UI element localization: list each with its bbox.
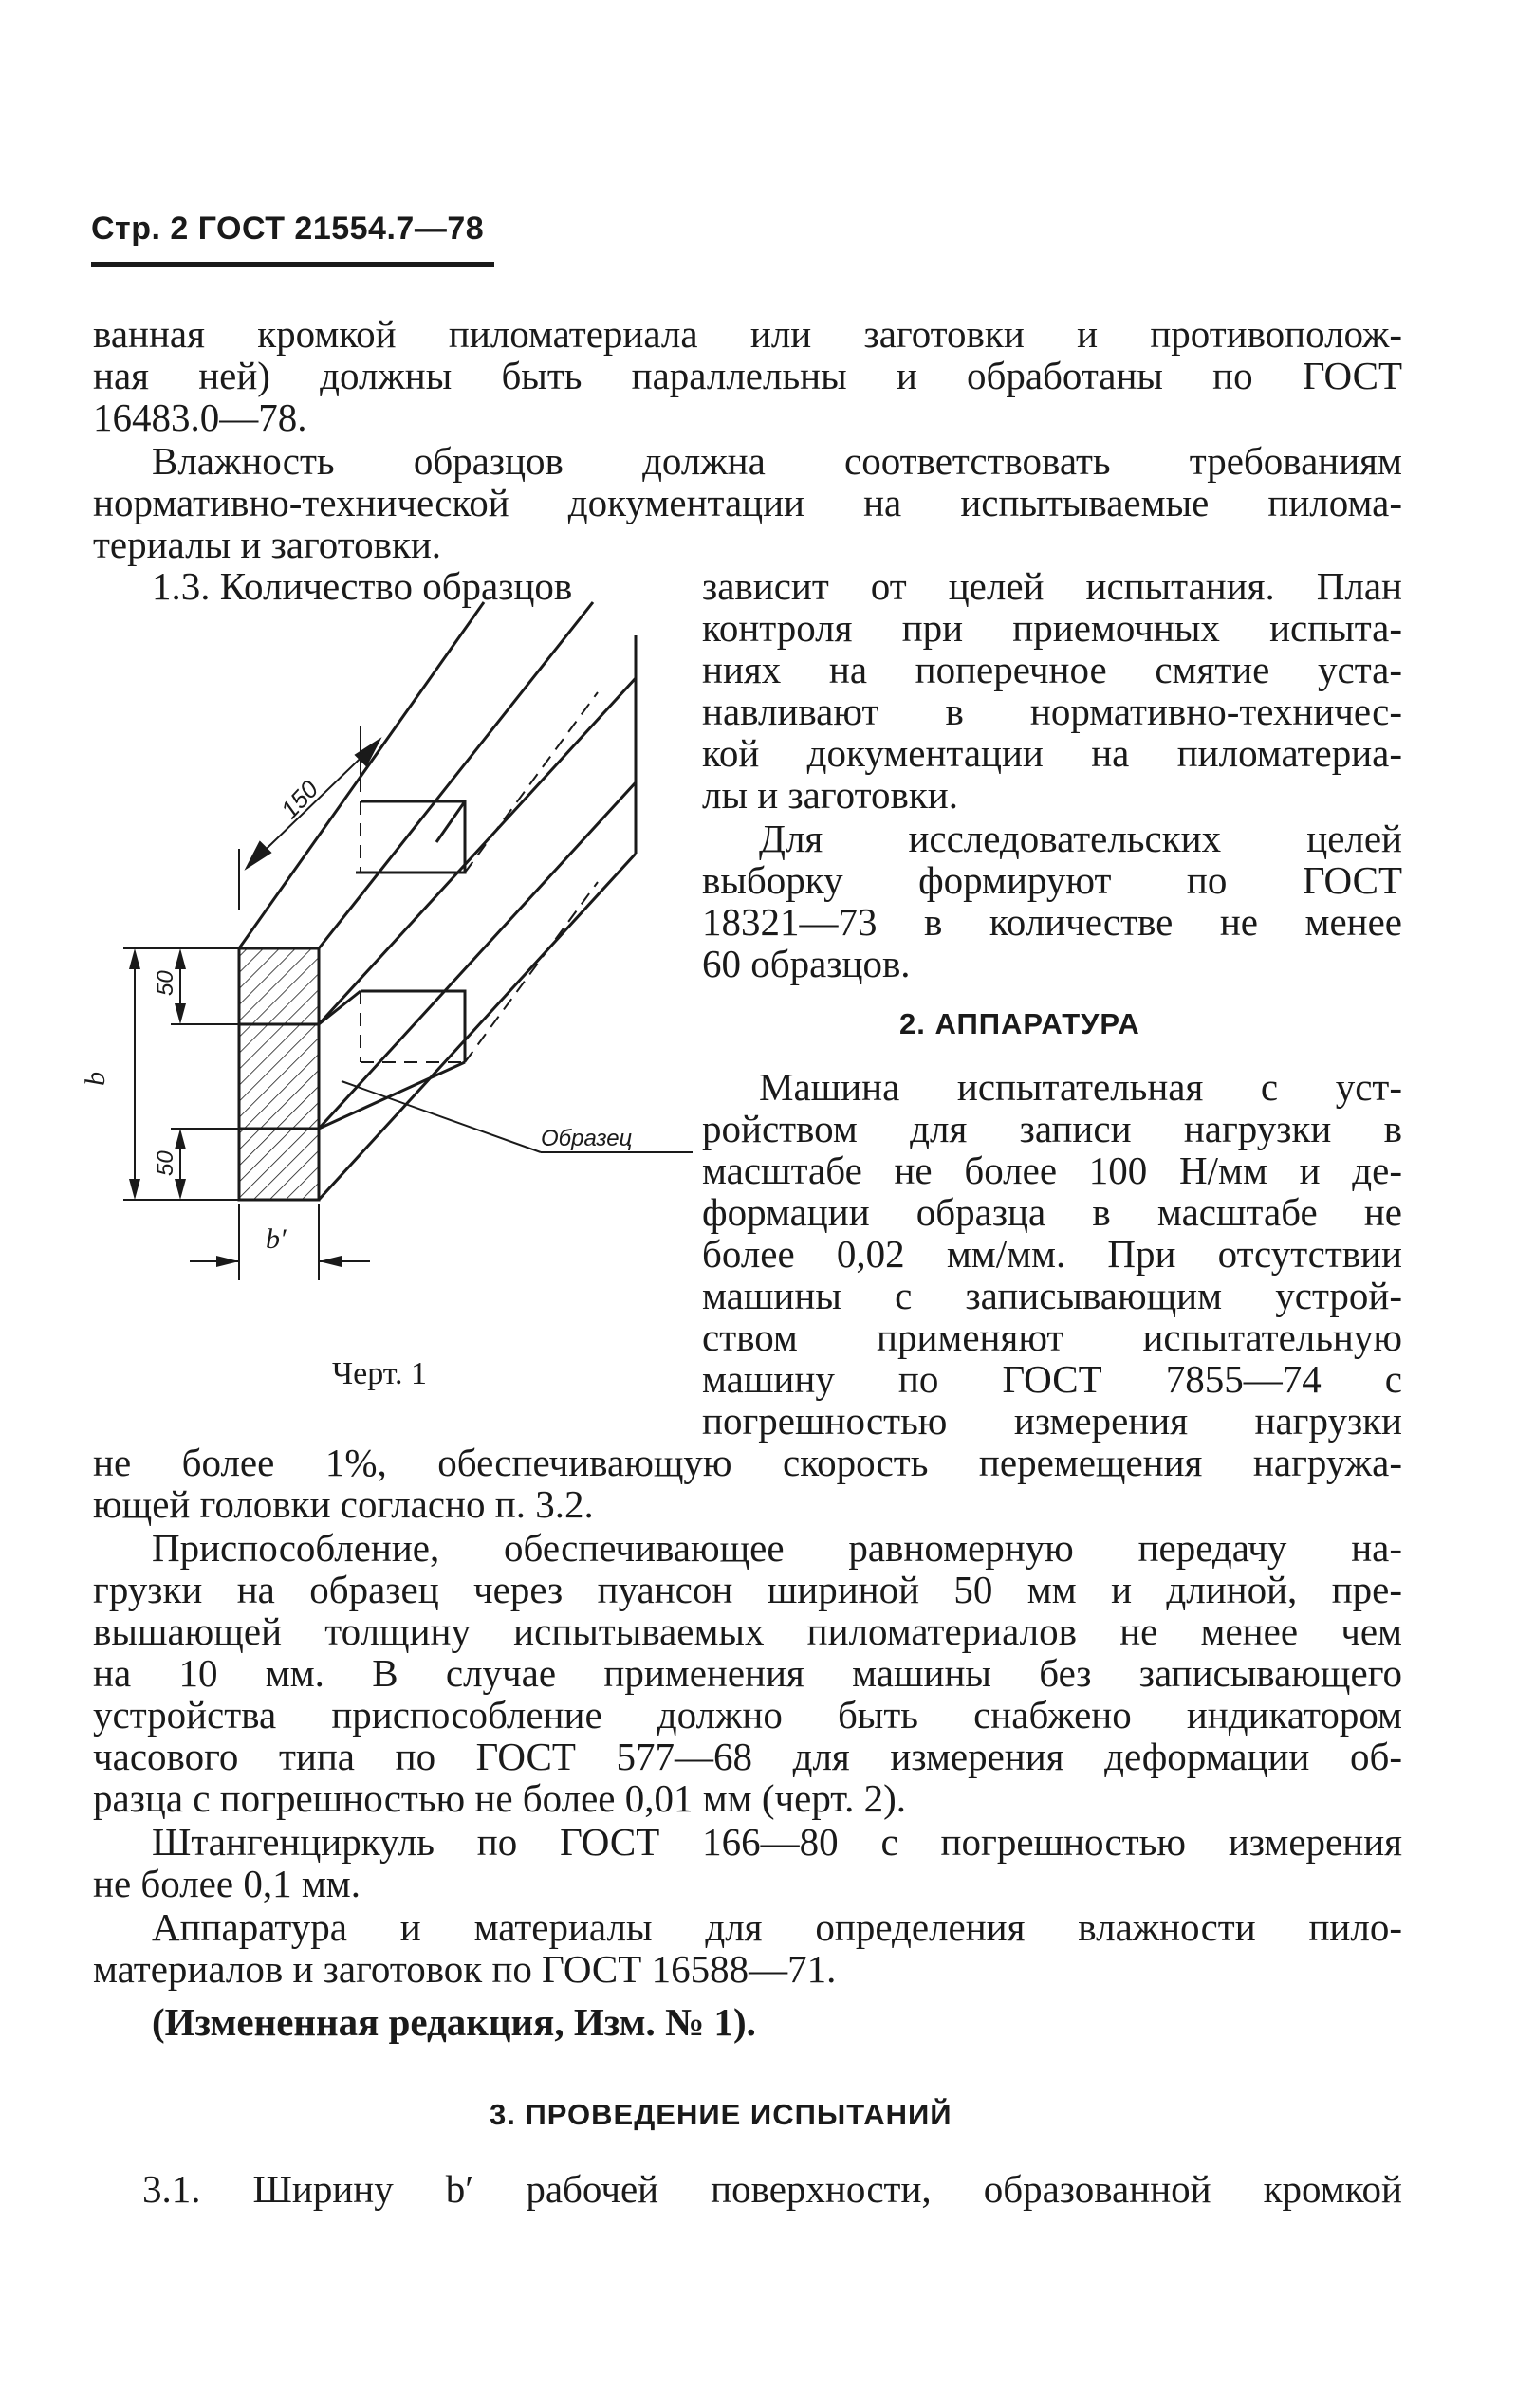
text-line: нормативно-технической документации на испытываемые пилома- [93, 481, 1402, 524]
text-line: ниях на поперечное смятие уста- [702, 648, 1402, 691]
text-line: на 10 мм. В случае применения машины без записывающего [93, 1651, 1402, 1695]
text-line: лы и заготовки. [702, 773, 958, 817]
dim-label-bprime: b′ [266, 1223, 287, 1255]
text-line: часового типа по ГОСТ 577—68 для измерения деформации об- [93, 1735, 1402, 1778]
text-line: навливают в нормативно-техничес- [702, 689, 1402, 733]
figure-caption: Черт. 1 [332, 1356, 428, 1391]
header-rule [91, 262, 494, 267]
text-line: погрешностью измерения нагрузки [702, 1399, 1402, 1443]
text-line: разца с погрешностью не более 0,01 мм (черт. 2). [93, 1776, 907, 1820]
text-line: ная ней) должны быть параллельны и обработаны по ГОСТ [93, 354, 1402, 397]
text-line: не более 0,1 мм. [93, 1862, 361, 1905]
text-line: ванная кромкой пиломатериала или заготовки и противополож- [93, 312, 1402, 356]
text-line: ством применяют испытательную [702, 1315, 1402, 1359]
text-line: Для исследовательских целей [759, 817, 1402, 860]
text-line: 3.1. Ширину b′ рабочей поверхности, образованной кромкой [142, 2167, 1402, 2211]
figure-specimen-drawing [66, 597, 712, 1337]
text-line: машину по ГОСТ 7855—74 с [702, 1357, 1402, 1401]
text-line: 18321—73 в количестве не менее [702, 900, 1402, 944]
text-line: териалы и заготовки. [93, 523, 442, 566]
text-line: масштабе не более 100 Н/мм и де- [702, 1149, 1402, 1192]
text-line: Машина испытательная с уст- [759, 1065, 1402, 1109]
dim-label-bottom: 50 [153, 1150, 178, 1176]
text-line: вышающей толщину испытываемых пиломатериалов не менее чем [93, 1609, 1402, 1653]
text-line: формации образца в масштабе не [702, 1190, 1402, 1234]
dim-label-b: b [80, 1072, 111, 1086]
text-line: выборку формируют по ГОСТ [702, 858, 1402, 902]
text-line: материалов и заготовок по ГОСТ 16588—71. [93, 1947, 837, 1991]
text-line: 1.3. Количество образцов [152, 564, 573, 608]
text-line: контроля при приемочных испыта- [702, 606, 1402, 650]
text-line: устройства приспособление должно быть снабжено индикатором [93, 1693, 1402, 1737]
text-line: машины с записывающим устрой- [702, 1274, 1402, 1317]
text-line: более 0,02 мм/мм. При отсутствии [702, 1232, 1402, 1276]
section-heading: 3. ПРОВЕДЕНИЕ ИСПЫТАНИЙ [490, 2098, 952, 2131]
specimen-label: Образец [541, 1126, 633, 1151]
amendment-note: (Измененная редакция, Изм. № 1). [152, 2000, 756, 2044]
text-line: Аппаратура и материалы для определения влажности пило- [152, 1905, 1402, 1949]
text-line: Влажность образцов должна соответствовать требованиям [152, 439, 1402, 483]
text-line: 60 образцов. [702, 942, 911, 985]
text-line: кой документации на пиломатериа- [702, 731, 1402, 775]
text-line: Штангенциркуль по ГОСТ 166—80 с погрешностью измерения [152, 1820, 1402, 1864]
text-line: не более 1%, обеспечивающую скорость перемещения нагружа- [93, 1441, 1402, 1484]
section-heading: 2. АППАРАТУРА [899, 1007, 1140, 1040]
text-line: грузки на образец через пуансон шириной 50 мм и длиной, пре- [93, 1568, 1402, 1611]
specimen-cross-section [239, 948, 319, 1200]
text-line: 16483.0—78. [93, 395, 307, 439]
page-header: Стр. 2 ГОСТ 21554.7—78 [91, 211, 485, 247]
text-line: зависит от целей испытания. План [702, 564, 1402, 608]
text-line: Приспособление, обеспечивающее равномерную передачу на- [152, 1526, 1402, 1570]
dim-label-length: 150 [274, 774, 324, 824]
text-line: ройством для записи нагрузки в [702, 1107, 1402, 1150]
dim-label-top: 50 [153, 970, 178, 996]
text-line: ющей головки согласно п. 3.2. [93, 1482, 594, 1526]
